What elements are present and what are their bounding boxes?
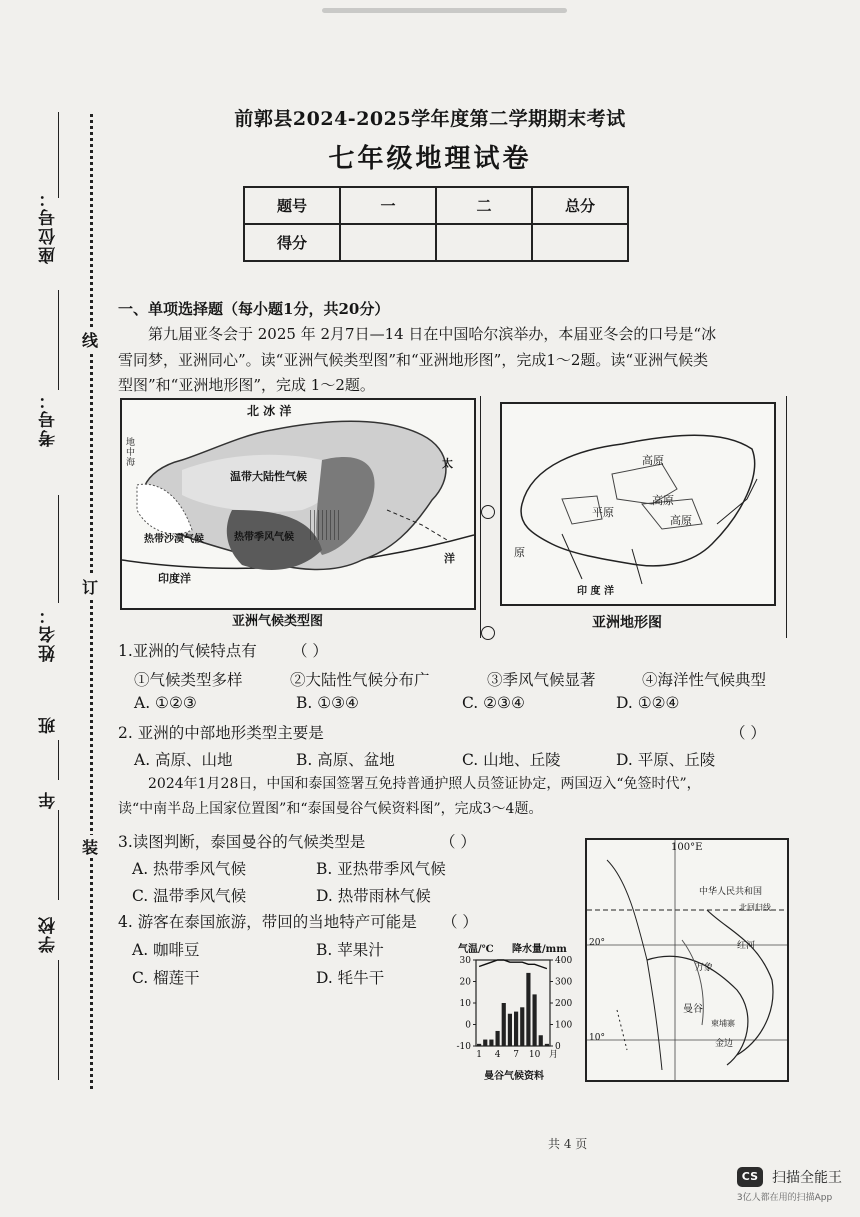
exam-number-label: 考号： [39,390,59,447]
label-red-river: 红河 [737,941,756,951]
label-yuan: 原 [514,546,525,559]
label-phnom-penh: 金边 [715,1039,734,1049]
option-d[interactable]: D. 平原、丘陵 [616,751,716,769]
precipitation-bar [545,1044,549,1046]
exam-number-line[interactable] [58,290,59,390]
exam-title: 前郭县2024-2025学年度第二学期期末考试 [234,108,626,130]
binder-ring-icon [481,626,495,640]
option-d[interactable]: D. 热带雨林气候 [316,887,431,905]
label-plateau: 高原 [652,494,674,507]
option-c[interactable]: C. 山地、丘陵 [462,751,561,769]
chart-frame [476,960,550,1046]
label-tropical-desert: 热带沙漠气候 [144,534,204,545]
option-a[interactable]: A. 高原、山地 [134,751,233,769]
precipitation-bar [489,1040,493,1046]
precipitation-bar [483,1040,487,1046]
option-d[interactable]: D. 牦牛干 [316,969,385,987]
label-prc: 中华人民共和国 [699,887,763,897]
chart-title: 曼谷气候资料 [484,1071,544,1082]
label-arctic-ocean: 北 冰 洋 [247,404,292,418]
label-lat-10: 10° [589,1033,605,1043]
temp-tick-label: 0 [465,1020,471,1031]
precip-tick-label: 200 [555,999,573,1009]
statement-item: ②大陆性气候分布广 [290,671,430,689]
x-axis-label: 月 [549,1050,559,1060]
precip-tick-label: 0 [555,1042,561,1052]
question-1-stem: 1.亚洲的气候特点有 [118,642,257,660]
scanner-app-name: 扫描全能王 [772,1170,842,1186]
precipitation-bar [496,1031,500,1046]
label-mediterranean: 地中海 [126,438,136,468]
label-plateau: 高原 [642,454,664,467]
table-row [244,224,628,261]
score-input-cell[interactable] [532,224,628,261]
climate-map-caption: 亚洲气候类型图 [232,614,324,629]
section-heading: 一、单项选择题（每小题1分，共20分） [118,300,390,318]
temp-tick-label: 30 [459,956,471,966]
score-input-cell[interactable] [436,224,532,261]
name-label: 姓名： [39,605,59,662]
precipitation-bar [508,1014,512,1046]
option-c[interactable]: C. 榴莲干 [132,969,200,987]
precip-tick-label: 400 [555,956,573,966]
label-bangkok: 曼谷 [683,1004,703,1015]
terrain-map-caption: 亚洲地形图 [592,615,662,631]
intro-text-line: 型图”和“亚洲地形图”，完成 1～2题。 [118,376,375,394]
precipitation-bar [539,1035,543,1046]
scanner-app-tagline: 3亿人都在用的扫描App [736,1193,833,1203]
table-cell: 一 [340,187,436,224]
precip-tick-label: 100 [555,1020,573,1031]
page-number: 共 4 页 [548,1137,588,1151]
binder-ring-icon [481,505,495,519]
chart-ylabel-left: 气温/℃ [458,944,494,955]
scanner-logo-icon: CS [737,1167,763,1187]
grade-line[interactable] [58,810,59,900]
indochina-map-graphic [587,840,787,1080]
label-pacific: 太 [442,457,453,470]
temp-tick-label: 20 [459,977,471,988]
label-meridian: 100°E [671,842,703,853]
statement-item: ③季风气候显著 [487,671,596,689]
question-4-stem: 4. 游客在泰国旅游，带回的当地特产可能是 [118,913,417,931]
table-row [244,187,628,224]
precipitation-bar [526,973,530,1046]
binding-char-ding: 订 [82,575,98,598]
intro-text-line: 第九届亚冬会于 2025 年 2月7日—14 日在中国哈尔滨举办，本届亚冬会的口号是“冰 [148,325,717,343]
table-cell: 题号 [244,187,340,224]
precipitation-bar [502,1003,506,1046]
intro-text-line: 雪同梦，亚洲同心”。读“亚洲气候类型图”和“亚洲地形图”，完成1～2题。读“亚洲气候类 [118,351,709,369]
table-cell: 得分 [244,224,340,261]
top-edge-mark [322,8,567,13]
month-tick-label: 10 [528,1050,541,1060]
seat-number-label: 座位号： [39,188,59,264]
label-plain: 平原 [592,506,614,519]
option-c[interactable]: C. 温带季风气候 [132,887,247,905]
month-tick-label: 1 [476,1050,482,1060]
school-line[interactable] [58,960,59,1080]
grade-label: 年 [39,790,59,809]
climate-chart-svg [450,954,580,1062]
score-table [243,186,629,262]
option-a[interactable]: A. 咖啡豆 [132,941,200,959]
precipitation-bar [533,994,537,1046]
seat-number-line[interactable] [58,112,59,198]
label-lat-20: 20° [589,938,605,948]
option-b[interactable]: B. 苹果汁 [316,941,384,959]
label-tropic: 北回归线 [739,903,771,912]
label-cambodia: 柬埔寨 [711,1019,735,1028]
indochina-map [585,838,789,1082]
school-label: 学校 [39,915,59,953]
answer-paren[interactable]: （ ） [442,913,478,931]
label-ocean: 洋 [444,552,455,565]
chart-ylabel-right: 降水量/mm [512,944,567,955]
answer-paren[interactable]: （ ） [292,642,328,660]
binding-char-xian: 线 [82,328,98,351]
binding-char-zhuang: 装 [82,835,98,858]
option-b[interactable]: B. 高原、盆地 [296,751,395,769]
label-indian-ocean: 印度洋 [158,572,191,585]
score-input-cell[interactable] [340,224,436,261]
name-line[interactable] [58,495,59,603]
terrain-map-graphic [502,404,774,604]
precipitation-bar [514,1012,518,1046]
answer-paren[interactable]: （ ） [730,724,766,742]
label-vientiane: 万象 [695,963,714,973]
asia-terrain-map [500,402,776,606]
binding-dotted-line [90,114,93,1089]
month-tick-label: 7 [513,1050,519,1060]
label-tropical-monsoon: 热带季风气候 [234,532,294,543]
label-temperate-continental: 温带大陆性气候 [230,470,307,483]
intro-text-line: 读“中南半岛上国家位置图”和“泰国曼谷气候资料图”，完成3～4题。 [118,801,543,817]
exam-subtitle: 七年级地理试卷 [328,144,532,174]
precipitation-bar [520,1007,524,1046]
option-d[interactable]: D. ①②④ [616,694,680,712]
option-a[interactable]: A. 热带季风气候 [132,860,247,878]
label-plateau: 高原 [670,514,692,527]
table-cell: 二 [436,187,532,224]
option-b[interactable]: B. 亚热带季风气候 [316,860,446,878]
asia-climate-map [120,398,476,610]
option-a[interactable]: A. ①②③ [134,694,197,712]
label-indian-ocean: 印 度 洋 [577,586,614,597]
temp-tick-label: 10 [459,999,471,1009]
table-cell: 总分 [532,187,628,224]
bangkok-climate-chart [450,940,580,1090]
precip-tick-label: 300 [555,977,573,988]
scanner-watermark [737,1167,842,1204]
month-tick-label: 4 [494,1050,501,1060]
class-line[interactable] [58,740,59,780]
answer-paren[interactable]: （ ） [440,833,476,851]
option-b[interactable]: B. ①③④ [296,694,359,712]
class-label: 班 [39,715,59,734]
option-c[interactable]: C. ②③④ [462,694,525,712]
statement-item: ①气候类型多样 [134,671,243,689]
temperature-line [479,960,547,969]
question-2-stem: 2. 亚洲的中部地形类型主要是 [118,724,324,742]
intro-text-line: 2024年1月28日，中国和泰国签署互免持普通护照人员签证协定，两国迈入“免签时代”， [148,776,701,792]
precipitation-bar [477,1044,481,1046]
question-3-stem: 3.读图判断，泰国曼谷的气候类型是 [118,833,366,851]
statement-item: ④海洋性气候典型 [642,671,767,689]
temp-tick-label: -10 [456,1042,471,1052]
